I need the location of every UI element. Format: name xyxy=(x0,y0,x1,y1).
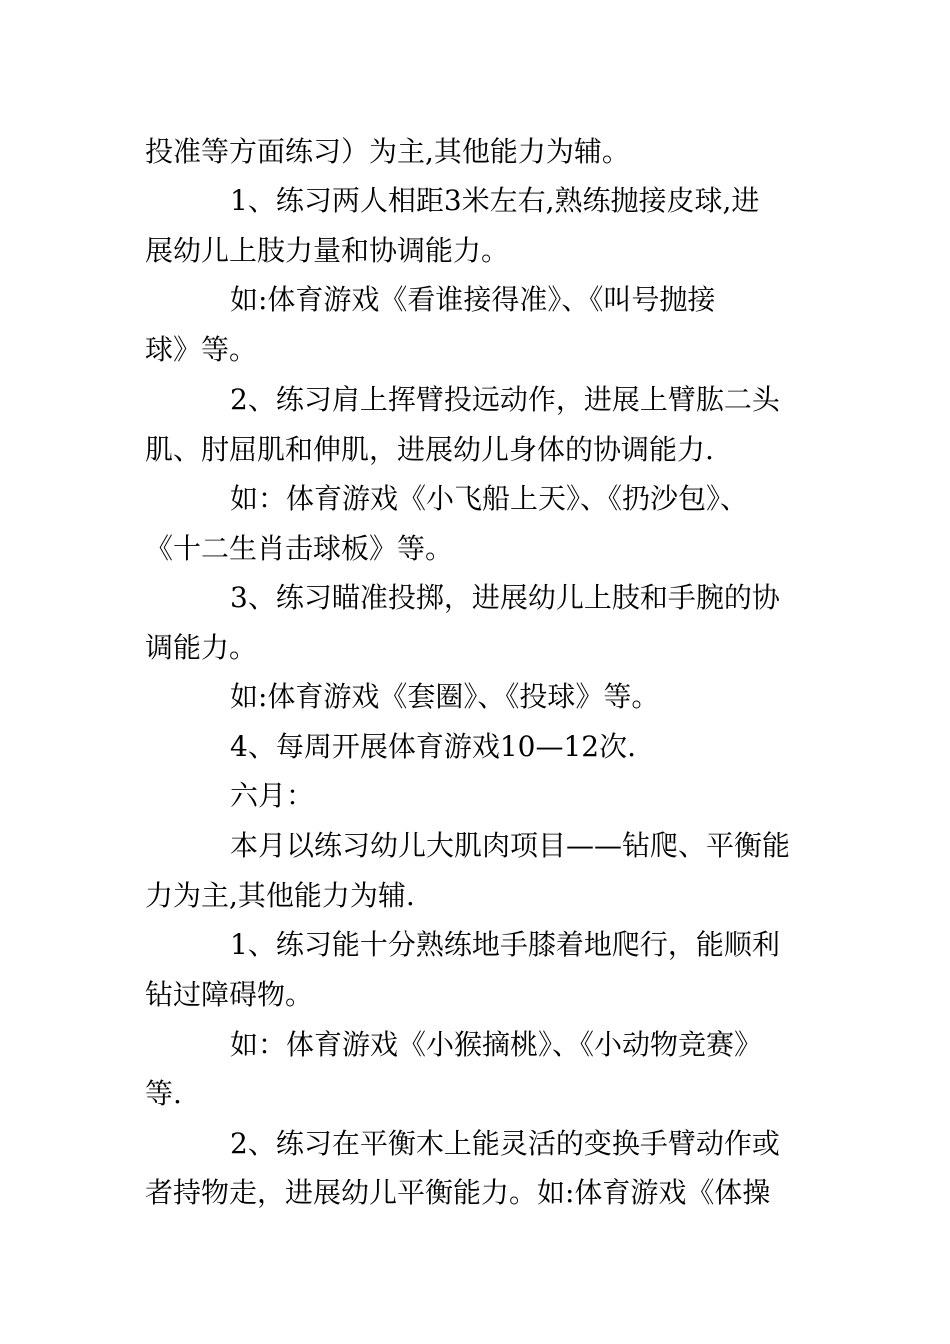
text-line: 本月以练习幼儿大肌肉项目——钻爬、平衡能 xyxy=(230,829,791,862)
text-line: 2、练习肩上挥臂投远动作，进展上臂肱二头 xyxy=(230,383,780,416)
text-line: 如：体育游戏《小猴摘桃》、《小动物竞赛》 xyxy=(230,1028,763,1061)
section-heading: 六月： xyxy=(230,779,315,812)
text-line: 如:体育游戏《看谁接得准》、《叫号抛接 xyxy=(230,283,716,316)
text-line: 4、每周开展体育游戏10—12次. xyxy=(230,730,636,763)
text-line: 展幼儿上肢力量和协调能力。 xyxy=(145,234,510,267)
text-line: 球》等。 xyxy=(145,333,258,366)
text-line: 如：体育游戏《小飞船上天》、《扔沙包》、 xyxy=(230,482,749,515)
text-line: 3、练习瞄准投掷，进展幼儿上肢和手腕的协 xyxy=(230,581,780,614)
text-line: 1、练习能十分熟练地手膝着地爬行，能顺利 xyxy=(230,928,780,961)
text-line: 调能力。 xyxy=(145,631,258,664)
text-line: 钻过障碍物。 xyxy=(145,978,314,1011)
text-line: 1、练习两人相距3米左右,熟练抛接皮球,进 xyxy=(230,184,760,217)
text-line: 肌、肘屈肌和伸肌，进展幼儿身体的协调能力. xyxy=(145,433,714,466)
text-line: 如:体育游戏《套圈》、《投球》等。 xyxy=(230,680,660,713)
text-line: 2、练习在平衡木上能灵活的变换手臂动作或 xyxy=(230,1127,780,1160)
text-line: 投准等方面练习）为主,其他能力为辅。 xyxy=(145,135,630,168)
text-line: 力为主,其他能力为辅. xyxy=(145,879,415,912)
text-line: 《十二生肖击球板》等。 xyxy=(145,532,454,565)
text-line: 者持物走，进展幼儿平衡能力。如:体育游戏《体操 xyxy=(145,1176,771,1209)
text-line: 等. xyxy=(145,1077,182,1110)
